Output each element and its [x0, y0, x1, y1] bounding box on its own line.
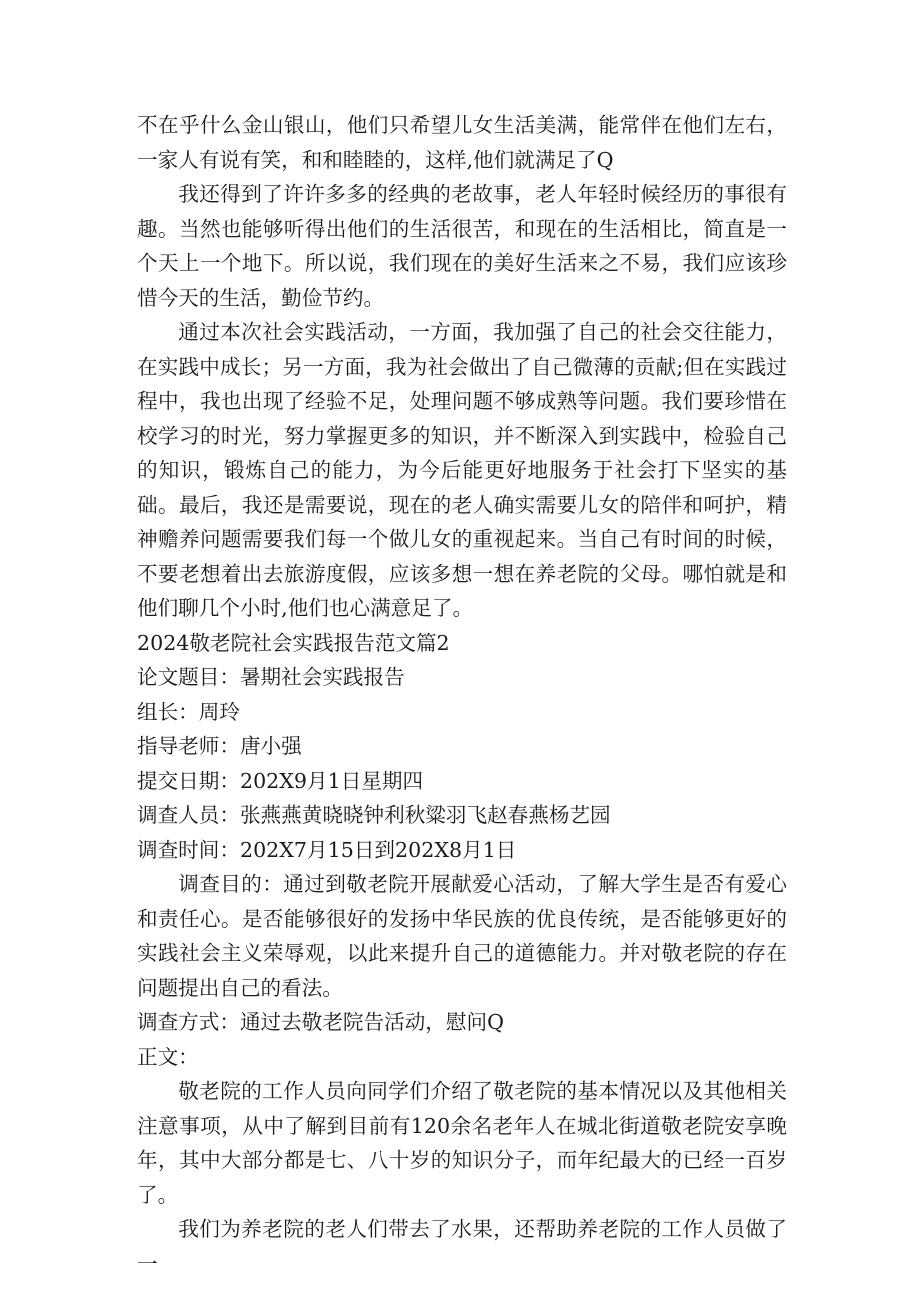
paragraph-conclusion: 通过本次社会实践活动，一方面，我加强了自己的社会交往能力，在实践中成长；另一方面，我为社会做出了自己微薄的贡献;但在实践过程中，我也出现了经验不足，处理问题不够成熟等问题。我们要珍惜在校学习的时光，努力掌握更多的知识，并不断深入到实践中，检验自己的知识，锻炼自己的能力，为今后能更好地服务于社会打下坚实的基础。最后，我还是需要说，现在的老人确实需要儿女的陪伴和呵护，精神赡养问题需要我们每一个做儿女的重视起来。当自己有时间的时候，不要老想着出去旅游度假，应该多想一想在养老院的父母。哪怕就是和他们聊几个小时,他们也心满意足了。 — [137, 320, 787, 620]
field-thesis-title: 论文题目：暑期社会实践报告 — [137, 665, 405, 689]
paragraph-continuation: 不在乎什么金山银山，他们只希望儿女生活美满，能常伴在他们左右，一家人有说有笑，和和睦睦的，这样,他们就满足了Q — [137, 113, 787, 172]
field-method: 调查方式：通过去敬老院告活动，慰问Q — [137, 1010, 504, 1034]
body-label: 正文： — [137, 1044, 199, 1069]
document-body — [137, 108, 787, 1281]
paragraph-old-stories: 我还得到了许许多多的经典的老故事，老人年轻时候经历的事很有趣。当然也能够听得出他们的生活很苦，和现在的生活相比，简直是一个天上一个地下。所以说，我们现在的美好生活来之不易，我们应该珍惜今天的生活，勤俭节约。 — [137, 182, 787, 310]
paragraph-nursing-home-intro: 敬老院的工作人员向同学们介绍了敬老院的基本情况以及其他相关注意事项，从中了解到目前有120余名老年人在城北街道敬老院安享晚年，其中大部分都是七、八十岁的知识分子，而年纪最大的已经一百岁了。 — [137, 1079, 787, 1207]
field-investigators: 调查人员：张燕燕黄晓晓钟利秋粱羽飞赵春燕杨艺园 — [137, 803, 611, 827]
field-purpose: 调查目的：通过到敬老院开展献爱心活动，了解大学生是否有爱心和责任心。是否能够很好的发扬中华民族的优良传统，是否能够更好的实践社会主义荣辱观，以此来提升自己的道德能力。并对敬老院的存在问题提出自己的看法。 — [137, 872, 787, 1000]
section-title: 2024敬老院社会实践报告范文篇2 — [137, 630, 450, 655]
field-submit-date: 提交日期：202X9月1日星期四 — [137, 768, 424, 793]
field-group-leader: 组长：周玲 — [137, 699, 240, 724]
paragraph-fruit-visit: 我们为养老院的老人们带去了水果，还帮助养老院的工作人员做了一 — [137, 1217, 787, 1276]
field-advisor: 指导老师：唐小强 — [137, 734, 302, 758]
field-investigation-time: 调查时间：202X7月15日到202X8月1日 — [137, 837, 517, 862]
